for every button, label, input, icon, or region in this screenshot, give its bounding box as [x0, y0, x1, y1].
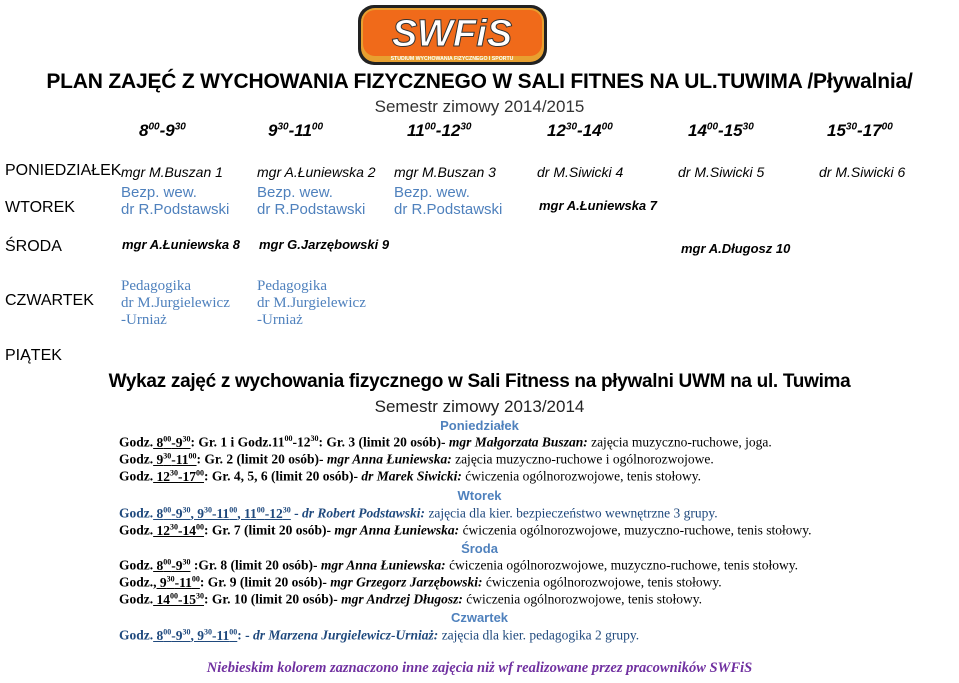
details-wed-line-3: Godz. $14^{00}-15^{30}$: Gr. 10 (limit 20 osób)- mgr Andrzej Długosz: ćwiczenia ogólnorozwojowe, tenis stołowy.	[119, 591, 702, 607]
day-tuesday: WTOREK	[5, 199, 75, 216]
mon-slot-5: dr M.Siwicki 5	[678, 164, 765, 180]
footer-note: Niebieskim kolorem zaznaczono inne zajęcia niż wf realizowane przez pracowników SWFiS	[206, 660, 753, 676]
tue-slot-2-bezp: Bezp. wew.	[257, 184, 333, 201]
time-slot-1: $8^{00}-9^{30}$	[139, 121, 186, 140]
details-wed-line-2: Godz., $9^{30}-11^{00}$: Gr. 9 (limit 20 osób)- mgr Grzegorz Jarzębowski: ćwiczenia ogólnorozwojowe, tenis stołowy.	[119, 574, 722, 590]
details-tuesday-head: Wtorek	[457, 488, 502, 503]
time-slot-6: $15^{30}-17^{00}$	[827, 121, 893, 140]
day-wednesday: ŚRODA	[5, 238, 62, 255]
details-mon-line-3: Godz. $12^{30}-17^{00}$: Gr. 4, 5, 6 (limit 20 osób)- dr Marek Siwicki: ćwiczenia ogólnorozwojowe, tenis stołowy.	[119, 468, 701, 484]
details-tue-line-2: Godz. $12^{30}-14^{00}$: Gr. 7 (limit 20 osób)- mgr Anna Łuniewska: ćwiczenia ogólnorozwojowe, muzyczno-ruchowe, tenis stołowy.	[119, 522, 812, 538]
thu-slot-2	[257, 278, 366, 329]
schedule-title: PLAN ZAJĘĆ Z WYCHOWANIA FIZYCZNEGO W SALI FITNES NA UL.TUWIMA /Pływalnia/	[46, 70, 913, 93]
thu-slot-2-teacher-2: -Urniaż	[257, 312, 303, 328]
tue-slot-2-teacher: dr R.Podstawski	[257, 201, 366, 218]
details-title: Wykaz zajęć z wychowania fizycznego w Sali Fitness na pływalni UWM na ul. Tuwima	[108, 371, 851, 392]
mon-slot-4: dr M.Siwicki 4	[537, 164, 624, 180]
day-friday: PIĄTEK	[5, 347, 62, 364]
wed-slot-5: mgr A.Długosz 10	[681, 241, 791, 256]
details-mon-line-2: Godz. $9^{30}-11^{00}$: Gr. 2 (limit 20 osób)- mgr Anna Łuniewska: zajęcia muzyczno-ruchowe i ogólnorozwojowe.	[119, 451, 714, 467]
mon-slot-6: dr M.Siwicki 6	[819, 164, 906, 180]
logo-text: SWFiS	[391, 13, 513, 55]
tue-slot-3-bezp: Bezp. wew.	[394, 184, 470, 201]
thu-slot-2-subject: Pedagogika	[257, 278, 327, 294]
details-thursday-head: Czwartek	[450, 610, 509, 625]
mon-slot-3: mgr M.Buszan 3	[394, 164, 496, 180]
details-mon-line-1: Godz. $8^{00}-9^{30}$: Gr. 1 i $Godz.11^{00}-12^{30}$: Gr. 3 (limit 20 osób)- mgr Małgorzata Buszan: zajęcia muzyczno-ruchowe, joga.	[119, 434, 772, 450]
swfis-logo	[357, 4, 548, 66]
tue-slot-1-teacher: dr R.Podstawski	[121, 201, 230, 218]
mon-slot-1: mgr M.Buszan 1	[121, 164, 223, 180]
logo-subtext: STUDIUM WYCHOWANIA FIZYCZNEGO I SPORTU	[390, 56, 514, 62]
wed-slot-1: mgr A.Łuniewska 8	[122, 237, 240, 252]
tue-slot-3-teacher: dr R.Podstawski	[394, 201, 503, 218]
tue-slot-4: mgr A.Łuniewska 7	[539, 198, 657, 213]
schedule-semester: Semestr zimowy 2014/2015	[374, 97, 585, 116]
thu-slot-1	[121, 278, 230, 329]
wed-slot-2: mgr G.Jarzębowski 9	[259, 237, 390, 252]
time-slot-3: $11^{00}-12^{30}$	[407, 121, 472, 140]
day-thursday: CZWARTEK	[5, 292, 94, 309]
time-slot-5: $14^{00}-15^{30}$	[688, 121, 754, 140]
tue-slot-1-bezp: Bezp. wew.	[121, 184, 197, 201]
details-tue-line-1: Godz. $8^{00}-9^{30}$, $9^{30}-11^{00}$, $11^{00}-12^{30}$ - dr Robert Podstawski: zajęcia dla kier. bezpieczeństwo wewnętrzne 3 grupy.	[119, 505, 718, 521]
thu-slot-1-teacher-2: -Urniaż	[121, 312, 167, 328]
details-wednesday-head: Środa	[461, 541, 498, 556]
thu-slot-1-subject: Pedagogika	[121, 278, 191, 294]
thu-slot-1-teacher: dr M.Jurgielewicz	[121, 295, 230, 311]
thu-slot-2-teacher: dr M.Jurgielewicz	[257, 295, 366, 311]
mon-slot-2: mgr A.Łuniewska 2	[257, 164, 376, 180]
details-wed-line-1: Godz. $8^{00}-9^{30}$ :Gr. 8 (limit 20 osób)- mgr Anna Łuniewska: ćwiczenia ogólnorozwojowe, muzyczno-ruchowe, tenis stołowy.	[119, 557, 798, 573]
details-semester: Semestr zimowy 2013/2014	[374, 397, 585, 416]
time-slot-2: $9^{30}-11^{00}$	[268, 121, 324, 140]
details-monday-head: Poniedziałek	[440, 418, 519, 433]
time-slot-4: $12^{30}-14^{00}$	[547, 121, 613, 140]
details-thu-line-1: Godz. $8^{00}-9^{30}$, $9^{30}-11^{00}$: - dr Marzena Jurgielewicz-Urniaż: zajęcia dla kier. pedagogika 2 grupy.	[119, 627, 640, 643]
day-monday: PONIEDZIAŁEK	[5, 162, 122, 179]
